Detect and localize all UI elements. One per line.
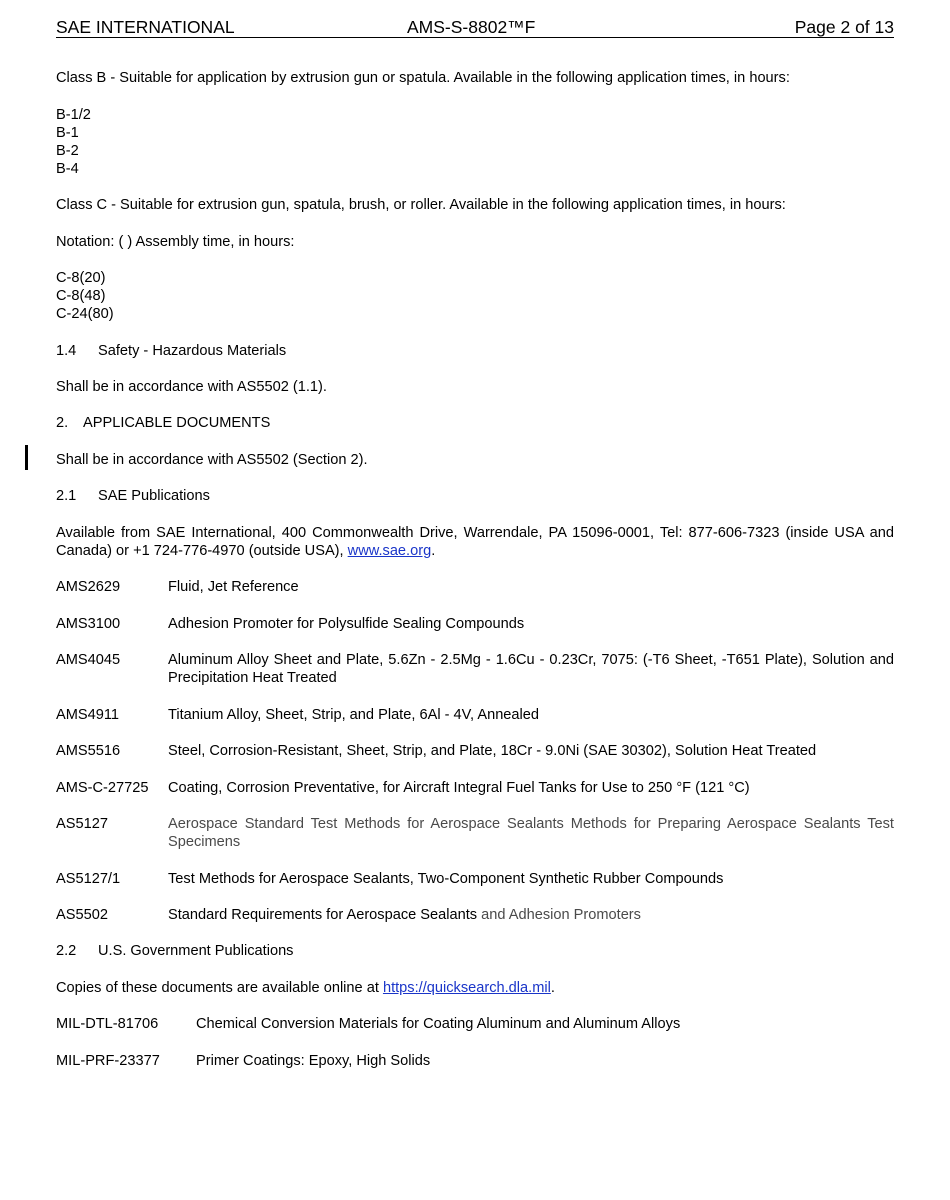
- section-title: SAE Publications: [98, 488, 210, 504]
- list-item: C-8(48): [56, 288, 106, 304]
- reference-code: AMS5516: [56, 743, 121, 759]
- reference-code: AS5502: [56, 907, 108, 923]
- section-2-body: Shall be in accordance with AS5502 (Section 2).: [56, 452, 368, 468]
- sae-availability-paragraph: [56, 524, 894, 560]
- reference-code: AMS4045: [56, 652, 121, 668]
- reference-code: MIL-PRF-23377: [56, 1053, 160, 1069]
- header-page-number: Page 2 of 13: [794, 17, 894, 37]
- reference-code: AMS-C-27725: [56, 780, 149, 796]
- list-item: C-8(20): [56, 270, 106, 286]
- reference-row: [56, 651, 894, 687]
- reference-code: MIL-DTL-81706: [56, 1016, 159, 1032]
- reference-row: [56, 578, 894, 596]
- section-number: 2.: [56, 415, 69, 431]
- class-b-paragraph: Class B - Suitable for application by extrusion gun or spatula. Available in the following application times, in hours:: [56, 70, 790, 86]
- section-2-1-heading: [56, 487, 894, 505]
- header-doc-id: AMS-S-8802™F: [407, 17, 536, 37]
- header-org: SAE INTERNATIONAL: [56, 17, 235, 37]
- reference-code: AS5127/1: [56, 871, 121, 887]
- section-title: U.S. Government Publications: [98, 943, 294, 959]
- class-c-list: [56, 269, 894, 323]
- availability-end: .: [431, 543, 436, 559]
- reference-description: Steel, Corrosion-Resistant, Sheet, Strip, and Plate, 18Cr - 9.0Ni (SAE 30302), Solution Heat Treated: [168, 743, 817, 759]
- reference-description: Chemical Conversion Materials for Coating Aluminum and Aluminum Alloys: [196, 1016, 681, 1032]
- reference-row: [56, 870, 894, 888]
- reference-code: AMS2629: [56, 579, 121, 595]
- class-c-paragraph: Class C - Suitable for extrusion gun, spatula, brush, or roller. Available in the following application times, in hours:: [56, 197, 786, 213]
- reference-description: Titanium Alloy, Sheet, Strip, and Plate, 6Al - 4V, Annealed: [168, 707, 540, 723]
- gov-availability-paragraph: [56, 979, 894, 997]
- reference-code: AMS3100: [56, 616, 121, 632]
- section-number: 1.4: [56, 343, 77, 359]
- reference-description: Aerospace Standard Test Methods for Aerospace Sealants Methods for Preparing Aerospace Sealants Test Specimens: [168, 816, 894, 850]
- reference-row: [56, 1015, 894, 1033]
- reference-code: AMS4911: [56, 707, 120, 723]
- list-item: B-4: [56, 161, 79, 177]
- reference-row: [56, 742, 894, 760]
- reference-row: [56, 815, 894, 851]
- reference-description: Test Methods for Aerospace Sealants, Two-Component Synthetic Rubber Compounds: [168, 871, 724, 887]
- reference-row: [56, 615, 894, 633]
- list-item: B-2: [56, 143, 79, 159]
- list-item: C-24(80): [56, 306, 114, 322]
- reference-description: Coating, Corrosion Preventative, for Aircraft Integral Fuel Tanks for Use to 250 °F (121 °C): [168, 780, 750, 796]
- section-title: APPLICABLE DOCUMENTS: [83, 415, 271, 431]
- reference-code: AS5127: [56, 816, 108, 832]
- reference-description: Adhesion Promoter for Polysulfide Sealing Compounds: [168, 616, 525, 632]
- reference-row: [56, 906, 894, 924]
- reference-description: Primer Coatings: Epoxy, High Solids: [196, 1053, 431, 1069]
- list-item: B-1: [56, 125, 79, 141]
- list-item: B-1/2: [56, 107, 91, 123]
- section-number: 2.2: [56, 943, 77, 959]
- reference-row: [56, 1052, 894, 1070]
- section-2-2-heading: [56, 942, 894, 960]
- sae-website-link[interactable]: www.sae.org: [347, 543, 432, 559]
- availability-text: Available from SAE International, 400 Commonwealth Drive, Warrendale, PA 15096-0001, Tel: 877-606-7323 (inside USA and Canada) or +1 724-776-4970 (outside USA),: [56, 525, 894, 559]
- reference-description: Aluminum Alloy Sheet and Plate, 5.6Zn - 2.5Mg - 1.6Cu - 0.23Cr, 7075: (-T6 Sheet, -T651 Plate), Solution and Precipitation Heat Treated: [168, 652, 894, 686]
- revision-change-bar: [25, 445, 28, 470]
- section-title: Safety - Hazardous Materials: [98, 343, 287, 359]
- document-page: [56, 14, 894, 1069]
- quicksearch-link[interactable]: https://quicksearch.dla.mil: [382, 980, 551, 996]
- reference-description: [168, 906, 894, 924]
- page-header: [56, 14, 894, 38]
- availability-text: Copies of these documents are available online at: [56, 980, 383, 996]
- section-number: 2.1: [56, 488, 77, 504]
- reference-row: [56, 779, 894, 797]
- section-2-heading: [56, 414, 894, 432]
- reference-row: [56, 706, 894, 724]
- section-1-4-body: Shall be in accordance with AS5502 (1.1).: [56, 379, 327, 395]
- reference-description-main: Standard Requirements for Aerospace Sealants: [168, 907, 478, 923]
- reference-description: Fluid, Jet Reference: [168, 579, 299, 595]
- availability-end: .: [550, 980, 555, 996]
- section-1-4-heading: [56, 342, 894, 360]
- class-c-notation: Notation: ( ) Assembly time, in hours:: [56, 234, 295, 250]
- reference-description-added: and Adhesion Promoters: [477, 907, 641, 923]
- class-b-list: [56, 106, 894, 178]
